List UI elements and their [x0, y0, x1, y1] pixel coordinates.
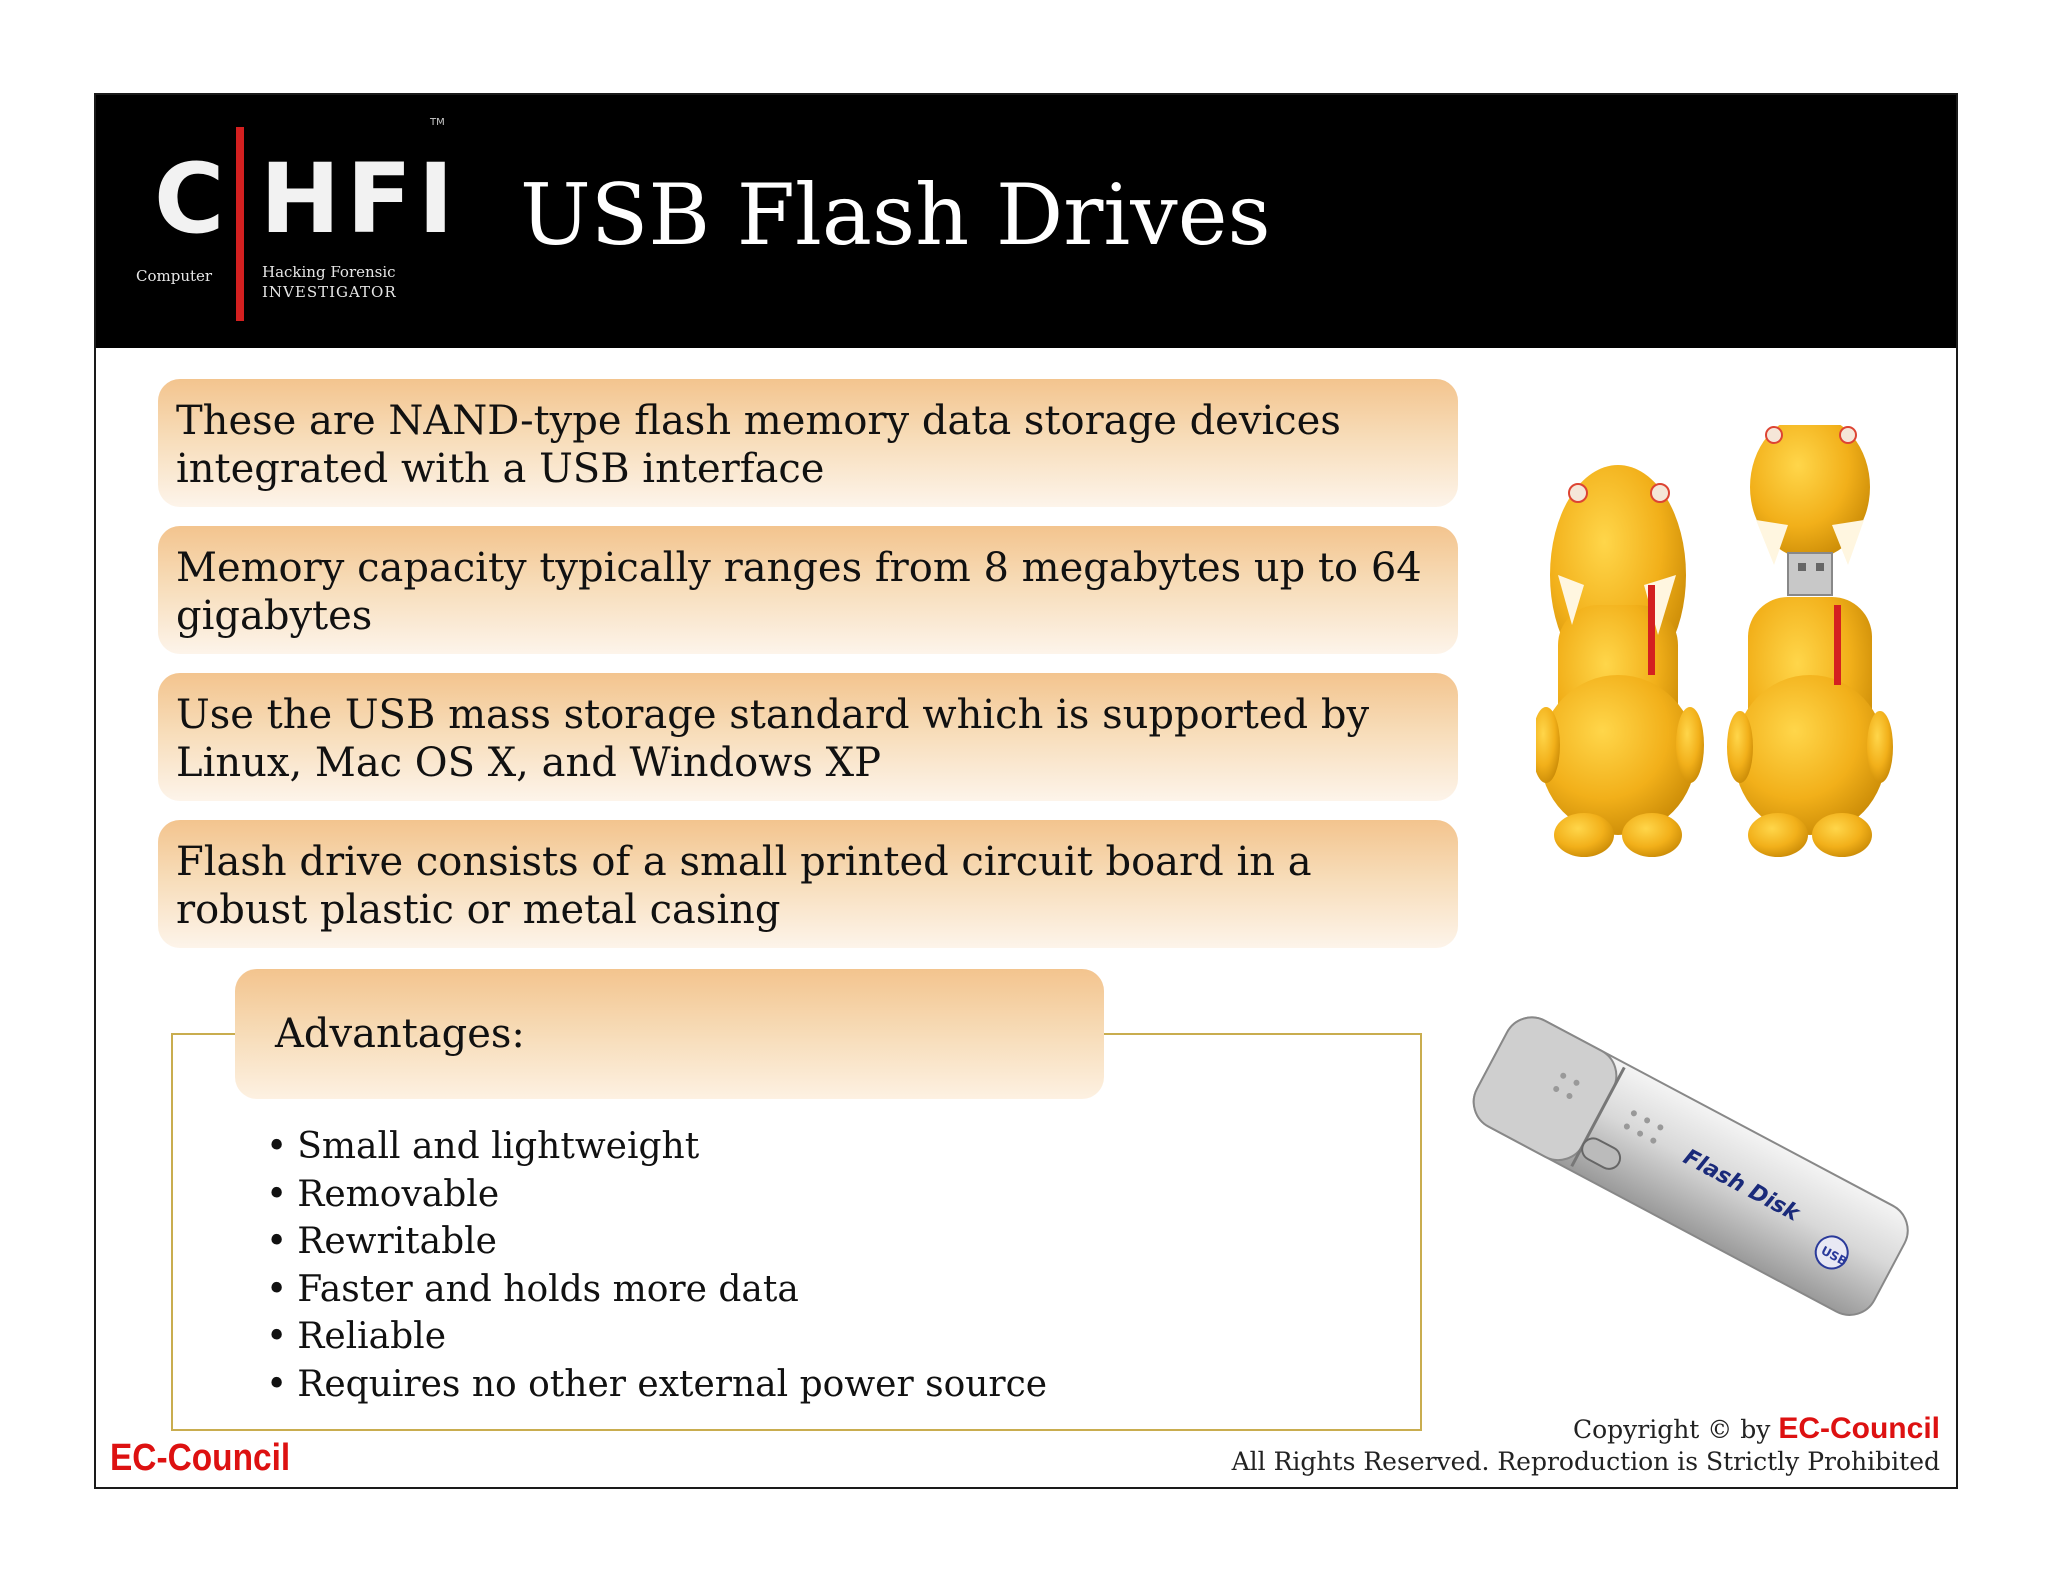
logo-caption-computer: Computer [136, 267, 213, 285]
page-title: USB Flash Drives [520, 166, 1271, 264]
logo-trademark: TM [430, 117, 445, 128]
flash-disk-image [1461, 975, 1921, 1335]
list-item: • Removable [266, 1171, 1047, 1219]
mascot-usb-drives-image [1536, 425, 1896, 945]
copyright-notice [1232, 1413, 1940, 1478]
bullet-box: Flash drive consists of a small printed circuit board in a robust plastic or metal casing [158, 820, 1458, 948]
header-bar [96, 95, 1956, 348]
flash-disk-label: Flash Disk [1679, 1144, 1804, 1227]
ec-council-brand: EC-Council [110, 1437, 291, 1479]
slide [94, 93, 1958, 1489]
copyright-brand: EC-Council [1778, 1412, 1940, 1445]
copyright-prefix: Copyright © by [1572, 1415, 1771, 1444]
list-item: • Faster and holds more data [266, 1266, 1047, 1314]
mascot-open [1727, 425, 1893, 857]
logo-letters-hfi: HFI [260, 143, 460, 255]
logo-caption-investigator: INVESTIGATOR [262, 283, 397, 301]
advantages-list [266, 1123, 1047, 1408]
bullet-box: These are NAND-type flash memory data storage devices integrated with a USB interface [158, 379, 1458, 507]
list-item: • Reliable [266, 1313, 1047, 1361]
bullet-box: Memory capacity typically ranges from 8 megabytes up to 64 gigabytes [158, 526, 1458, 654]
logo-letter-c: C [154, 143, 225, 255]
logo-red-bar [236, 127, 244, 321]
list-item: • Requires no other external power source [266, 1361, 1047, 1409]
logo-caption-hacking-forensic: Hacking Forensic [262, 263, 396, 281]
list-item: • Rewritable [266, 1218, 1047, 1266]
bullet-box: Use the USB mass storage standard which is supported by Linux, Mac OS X, and Windows XP [158, 673, 1458, 801]
rights-line: All Rights Reserved. Reproduction is Strictly Prohibited [1231, 1447, 1940, 1476]
chfi-logo [136, 113, 460, 333]
usb-logo: USB [1818, 1243, 1850, 1269]
mascot-closed [1536, 465, 1704, 857]
list-item: • Small and lightweight [266, 1123, 1047, 1171]
advantages-heading: Advantages: [235, 969, 1104, 1099]
copyright-line [1232, 1413, 1940, 1446]
